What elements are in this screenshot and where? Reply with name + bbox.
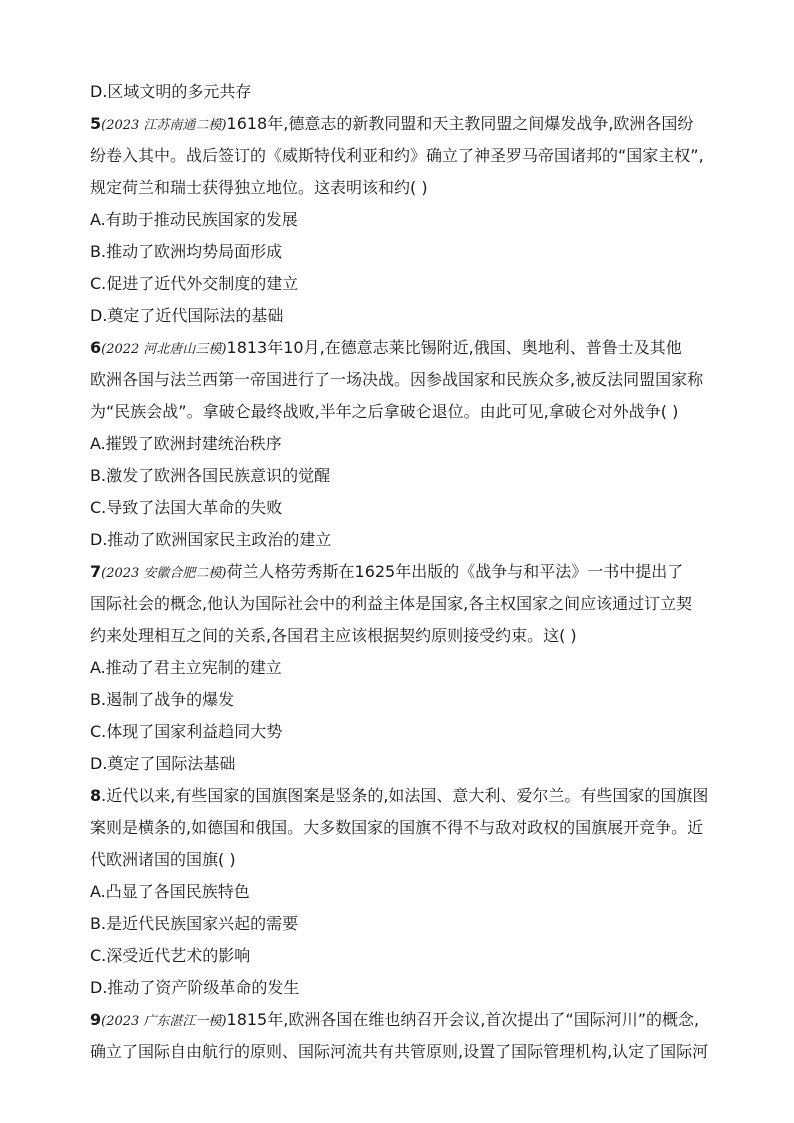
- question-source: (2023 安徽合肥二模): [101, 566, 227, 581]
- question-number: 9: [90, 1010, 102, 1029]
- line-text: 1815年,欧洲各国在维也纳召开会议,首次提出了“国际河川”的概念,: [226, 1010, 700, 1029]
- question-stem-line: [90, 332, 710, 364]
- question-number: 6: [90, 338, 102, 357]
- line-text: B.激发了欧洲各国民族意识的觉醒: [90, 466, 331, 485]
- text-line: [90, 460, 710, 492]
- text-line: [90, 140, 710, 172]
- line-text: A.推动了君主立宪制的建立: [90, 658, 282, 677]
- question-number: 7: [90, 562, 102, 581]
- question-source: (2023 江苏南通二模): [101, 118, 227, 133]
- text-line: [90, 716, 710, 748]
- question-source: (2023 广东湛江一模): [101, 1014, 227, 1029]
- line-text: D.奠定了国际法基础: [90, 754, 236, 773]
- text-line: [90, 172, 710, 204]
- line-text: D.推动了欧洲国家民主政治的建立: [90, 530, 332, 549]
- line-text: D.奠定了近代国际法的基础: [90, 306, 284, 325]
- line-text: A.有助于推动民族国家的发展: [90, 210, 298, 229]
- line-text: A.摧毁了欧洲封建统治秩序: [90, 434, 282, 453]
- line-text: C.深受近代艺术的影响: [90, 946, 251, 965]
- line-text: C.导致了法国大革命的失败: [90, 498, 283, 517]
- line-text: 纷卷入其中。战后签订的《威斯特伐利亚和约》确立了神圣罗马帝国诸邦的“国家主权”,: [90, 146, 704, 165]
- text-line: [90, 972, 710, 1004]
- line-text: 确立了国际自由航行的原则、国际河流共有共管原则,设置了国际管理机构,认定了国际河: [90, 1042, 709, 1061]
- line-text: 代欧洲诸国的国旗( ): [90, 850, 236, 869]
- question-stem-line: [90, 108, 710, 140]
- line-text: .近代以来,有些国家的国旗图案是竖条的,如法国、意大利、爱尔兰。有些国家的国旗图: [101, 786, 709, 805]
- line-text: B.推动了欧洲均势局面形成: [90, 242, 283, 261]
- text-line: [90, 300, 710, 332]
- text-line: [90, 812, 710, 844]
- text-line: [90, 940, 710, 972]
- line-text: 荷兰人格劳秀斯在1625年出版的《战争与和平法》一书中提出了: [226, 562, 684, 581]
- text-line: [90, 204, 710, 236]
- text-line: [90, 844, 710, 876]
- text-line: [90, 1036, 710, 1068]
- question-content: [90, 76, 710, 1068]
- text-line: [90, 364, 710, 396]
- text-line: [90, 236, 710, 268]
- text-line: [90, 876, 710, 908]
- text-line: [90, 76, 710, 108]
- text-line: [90, 620, 710, 652]
- line-text: B.遏制了战争的爆发: [90, 690, 235, 709]
- question-source: (2022 河北唐山三模): [101, 342, 227, 357]
- text-line: [90, 684, 710, 716]
- question-number: 5: [90, 114, 102, 133]
- question-stem-line: [90, 1004, 710, 1036]
- line-text: 1813年10月,在德意志莱比锡附近,俄国、奥地利、普鲁士及其他: [226, 338, 682, 357]
- line-text: 约来处理相互之间的关系,各国君主应该根据契约原则接受约束。这( ): [90, 626, 577, 645]
- line-text: 规定荷兰和瑞士获得独立地位。这表明该和约( ): [90, 178, 428, 197]
- question-stem-line: [90, 556, 710, 588]
- text-line: [90, 748, 710, 780]
- line-text: D.推动了资产阶级革命的发生: [90, 978, 300, 997]
- text-line: [90, 396, 710, 428]
- text-line: [90, 268, 710, 300]
- text-line: [90, 908, 710, 940]
- question-stem-line: [90, 780, 710, 812]
- line-text: A.凸显了各国民族特色: [90, 882, 250, 901]
- line-text: 国际社会的概念,他认为国际社会中的利益主体是国家,各主权国家之间应该通过订立契: [90, 594, 693, 613]
- line-text: C.体现了国家利益趋同大势: [90, 722, 283, 741]
- text-line: [90, 652, 710, 684]
- line-text: B.是近代民族国家兴起的需要: [90, 914, 299, 933]
- line-text: C.促进了近代外交制度的建立: [90, 274, 299, 293]
- text-line: [90, 524, 710, 556]
- line-text: D.区域文明的多元共存: [90, 82, 252, 101]
- line-text: 案则是横条的,如德国和俄国。大多数国家的国旗不得不与敌对政权的国旗展开竞争。近: [90, 818, 704, 837]
- text-line: [90, 492, 710, 524]
- line-text: 1618年,德意志的新教同盟和天主教同盟之间爆发战争,欧洲各国纷: [226, 114, 694, 133]
- line-text: 为“民族会战”。拿破仑最终战败,半年之后拿破仑退位。由此可见,拿破仑对外战争( ): [90, 402, 679, 421]
- line-text: 欧洲各国与法兰西第一帝国进行了一场决战。因参战国家和民族众多,被反法同盟国家称: [90, 370, 704, 389]
- text-line: [90, 588, 710, 620]
- text-line: [90, 428, 710, 460]
- question-number: 8: [90, 786, 102, 805]
